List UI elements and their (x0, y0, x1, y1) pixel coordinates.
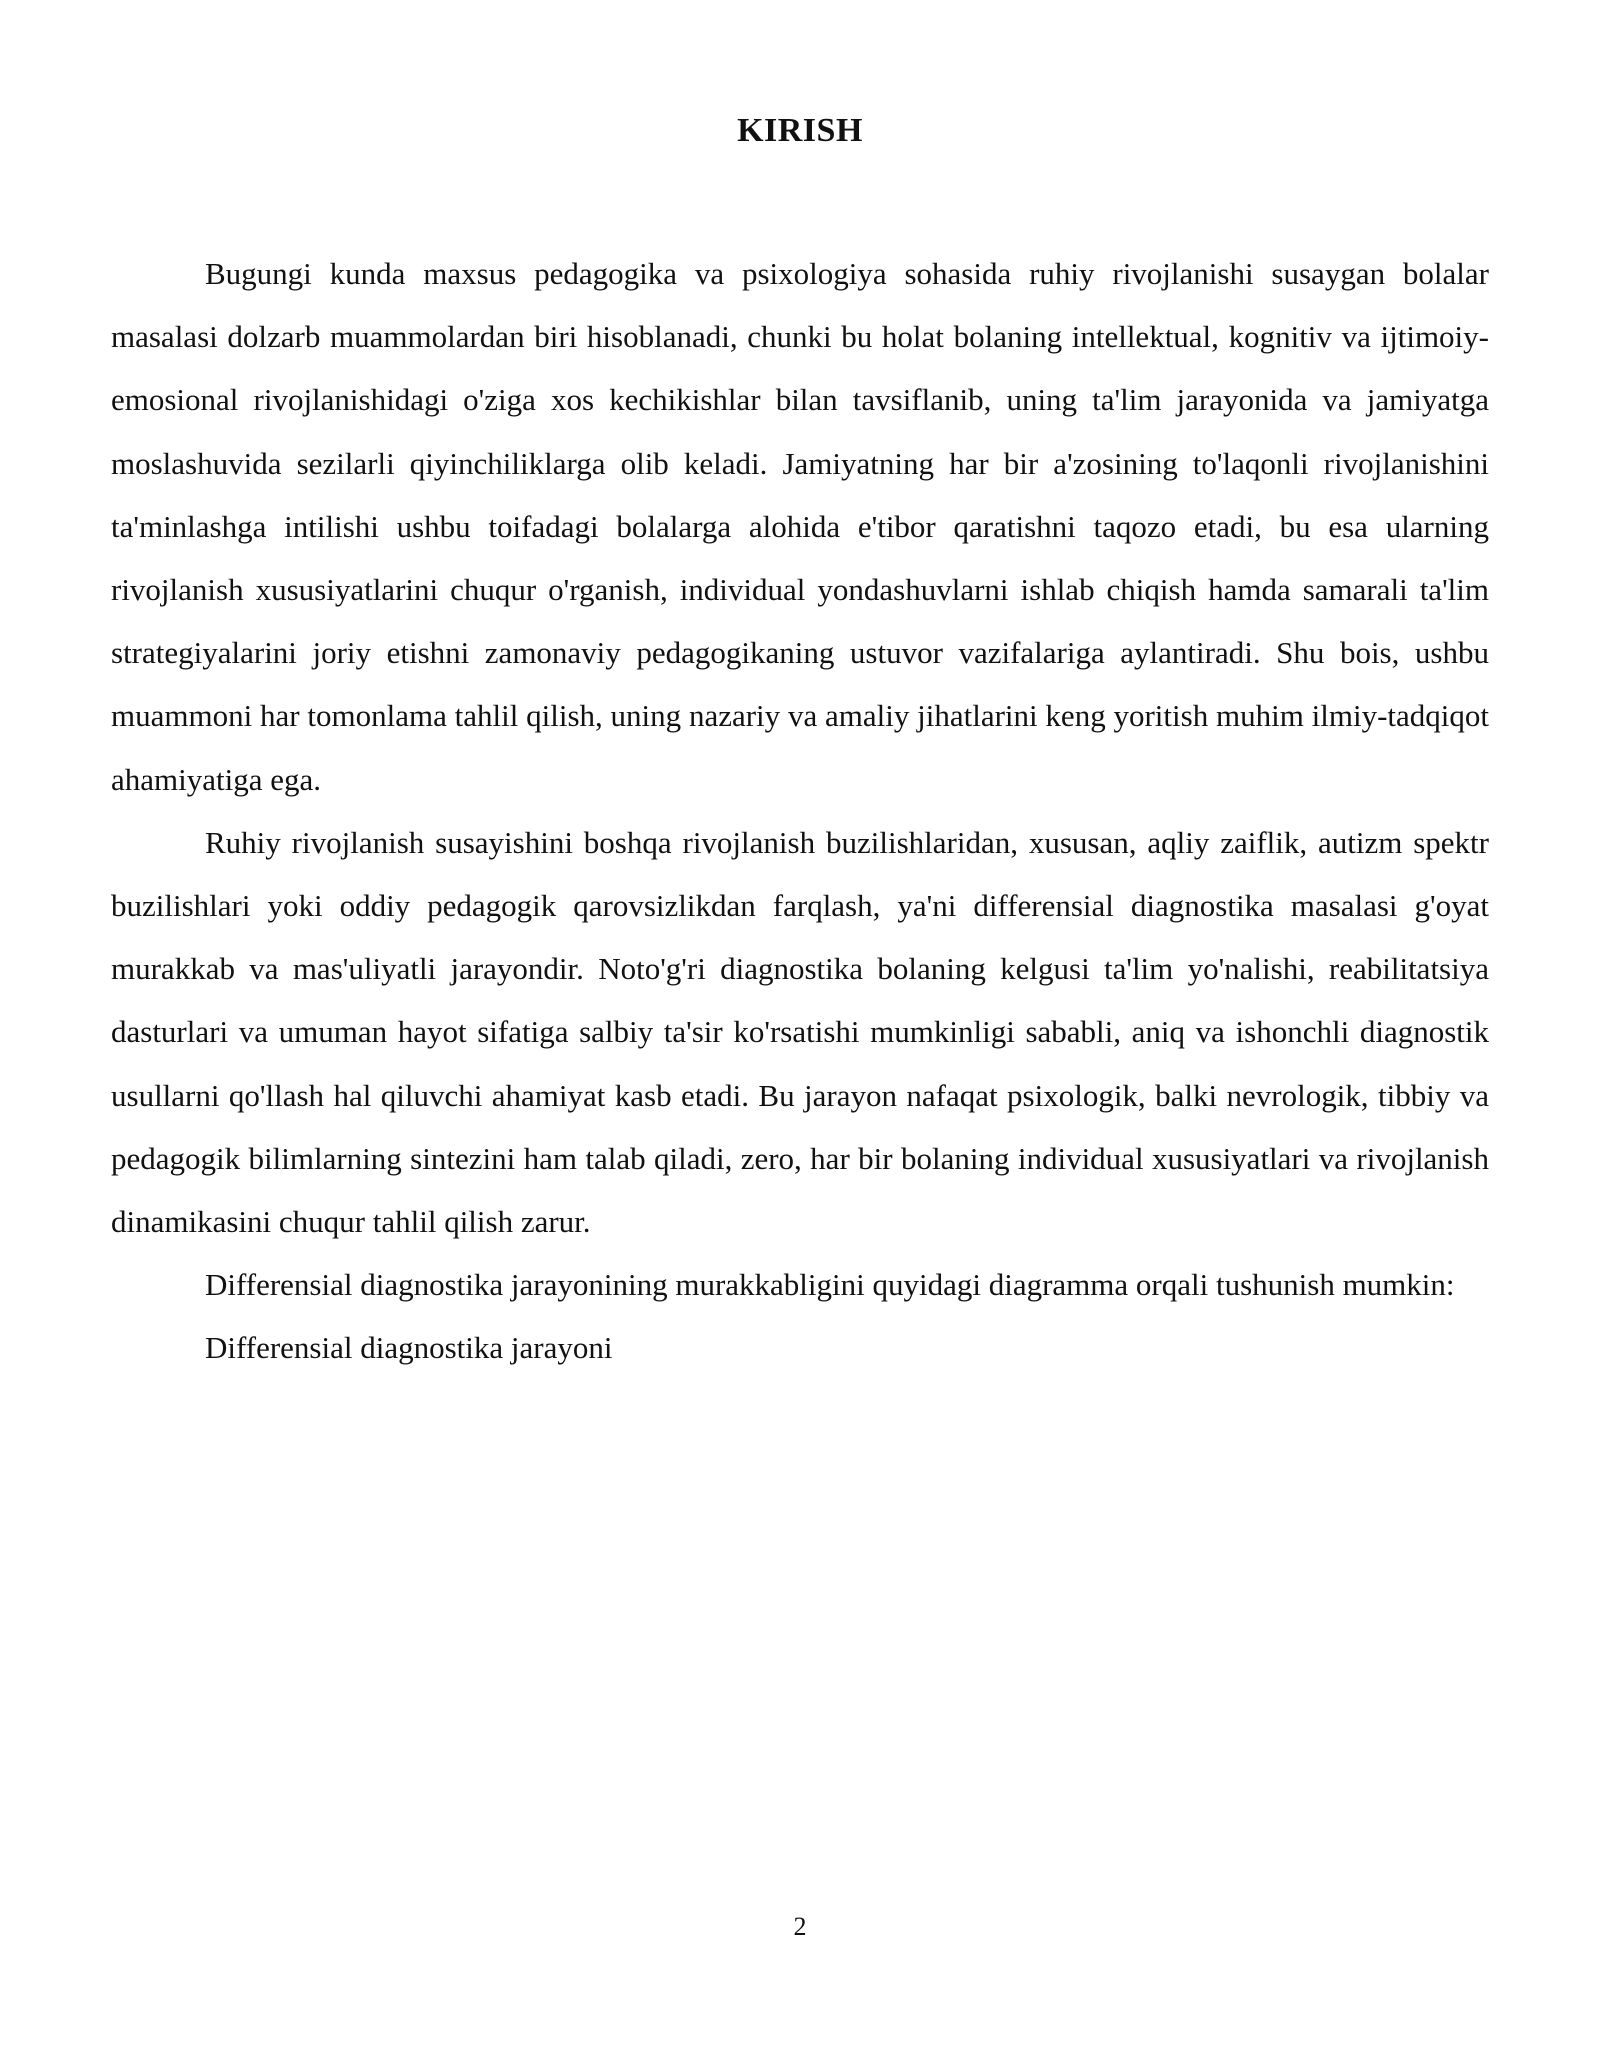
paragraph-diagram-intro: Differensial diagnostika jarayonining murakkabligini quyidagi diagramma orqali tushunish mumkin: (205, 1267, 1455, 1303)
diagram-caption: Differensial diagnostika jarayoni (205, 1330, 613, 1366)
page-number: 2 (793, 1912, 807, 1941)
body-text (111, 242, 1489, 1380)
page-heading: KIRISH (737, 112, 863, 149)
paragraph-intro: Bugungi kunda maxsus pedagogika va psixologiya sohasida ruhiy rivojlanishi susaygan bolalar masalasi dolzarb muammolardan biri hisoblanadi, chunki bu holat bolaning intellektual, kognitiv va ijtimoiy-emosional rivojlanishidagi o'ziga xos kechikishlar bilan tavsiflanib, uning ta'lim jarayonida va jamiyatga moslashuvida sezilarli qiyinchiliklarga olib keladi. Jamiyatning har bir a'zosining to'laqonli rivojlanishini ta'minlashga intilishi ushbu toifadagi bolalarga alohida e'tibor qaratishni taqozo etadi, bu esa ularning rivojlanish xususiyatlarini chuqur o'rganish, individual yondashuvlarni ishlab chiqish hamda samarali ta'lim strategiyalarini joriy etishni zamonaviy pedagogikaning ustuvor vazifalariga aylantiradi. Shu bois, ushbu muammoni har tomonlama tahlil qilish, uning nazariy va amaliy jihatlarini keng yoritish muhim ilmiy-tadqiqot ahamiyatiga ega. (111, 256, 1489, 797)
paragraph-differential: Ruhiy rivojlanish susayishini boshqa rivojlanish buzilishlaridan, xususan, aqliy zaiflik, autizm spektr buzilishlari yoki oddiy pedagogik qarovsizlikdan farqlash, ya'ni differensial diagnostika masalasi g'oyat murakkab va mas'uliyatli jarayondir. Noto'g'ri diagnostika bolaning kelgusi ta'lim yo'nalishi, reabilitatsiya dasturlari va umuman hayot sifatiga salbiy ta'sir ko'rsatishi mumkinligi sababli, aniq va ishonchli diagnostik usullarni qo'llash hal qiluvchi ahamiyat kasb etadi. Bu jarayon nafaqat psixologik, balki nevrologik, tibbiy va pedagogik bilimlarning sintezini ham talab qiladi, zero, har bir bolaning individual xususiyatlari va rivojlanish dinamikasini chuqur tahlil qilish zarur. (111, 824, 1489, 1240)
